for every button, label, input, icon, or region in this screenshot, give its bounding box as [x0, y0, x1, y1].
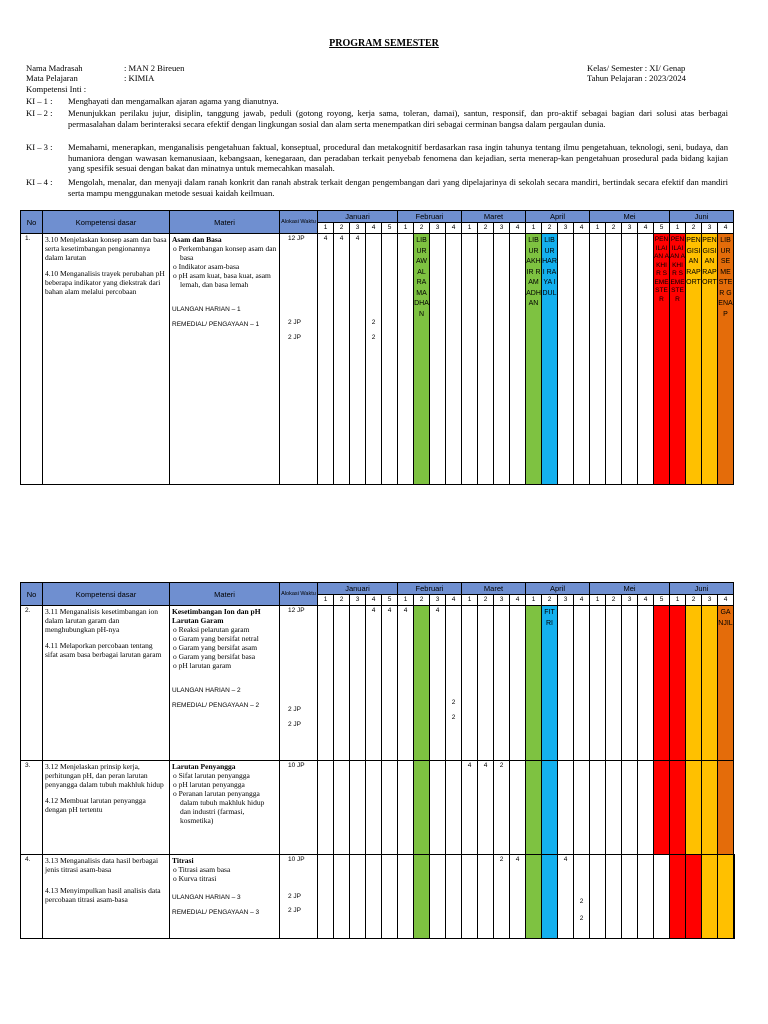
- kelas-semester: Kelas/ Semester : XI/ Genap: [587, 63, 686, 73]
- week-cell: [382, 234, 398, 485]
- week-header: 2: [542, 595, 558, 606]
- penilaian-akhir-semester: PENILAIAN AKHIR SEMESTER: [670, 234, 686, 485]
- week-header: 4: [574, 595, 590, 606]
- green-week-cell: [526, 761, 542, 855]
- ki-text: Memahami, menerapkan, menganalisis pengetahuan faktual, konseptual, procedural dan metakognitif berdasarkan rasa ingin tahunya tentang ilmu pengetahuan, teknologi, seni, budaya, dan humaniora dengan wawasan kemanusiaan, kebangsaan, kenegaraan, dan peradaban terkait penyebab fenomena dan kejadian, serta menerap-kan pengetahuan prosedural pada bidang kajian yang spesifik sesuai dengan bakat dan minatnya untuk memecahkan masalah.: [68, 142, 728, 173]
- alokasi-value: 10 JP: [288, 856, 305, 863]
- week-cell: [334, 761, 350, 855]
- week-value: 4: [350, 234, 366, 485]
- col-materi: Materi: [170, 583, 280, 606]
- week-cell: [382, 855, 398, 939]
- materi-item: o Indikator asam-basa: [173, 262, 240, 271]
- week-cell: [622, 761, 638, 855]
- col-kd: Kompetensi dasar: [43, 583, 170, 606]
- month-april: April: [526, 583, 590, 595]
- tahun-pelajaran: Tahun Pelajaran : 2023/2024: [587, 73, 686, 83]
- week-header: 1: [526, 595, 542, 606]
- week-header: 3: [350, 595, 366, 606]
- week-header: 1: [590, 223, 606, 234]
- yellow-week-cell: [702, 855, 718, 939]
- week-value: 4: [558, 855, 574, 939]
- kd-3: 3.13 Menganalisis data hasil berbagai jenis titrasi asam-basa: [45, 856, 159, 874]
- week-header: 5: [382, 595, 398, 606]
- week-header: 2: [606, 223, 622, 234]
- materi-item: o Perkembangan konsep asam dan basa: [173, 244, 277, 262]
- rem-value: 2: [371, 334, 376, 341]
- page-title: PROGRAM SEMESTER: [329, 38, 439, 49]
- uh-jp: 2 JP: [288, 319, 302, 326]
- rem-value: 2: [451, 714, 456, 721]
- week-cell: [350, 761, 366, 855]
- week-header: 3: [622, 223, 638, 234]
- col-materi: Materi: [170, 211, 280, 234]
- month-januari: Januari: [318, 583, 398, 595]
- week-cell: [638, 606, 654, 761]
- materi-cell: [170, 606, 280, 761]
- week-cell: [622, 855, 638, 939]
- week-cell: [430, 761, 446, 855]
- week-header: 3: [702, 223, 718, 234]
- month-januari: Januari: [318, 211, 398, 223]
- kd-4: 4.13 Menyimpulkan hasil analisis data percobaan titrasi asam-basa: [45, 886, 161, 904]
- week-header: 1: [590, 595, 606, 606]
- week-cell: [350, 606, 366, 761]
- red-week-cell: [670, 761, 686, 855]
- week-header: 4: [446, 595, 462, 606]
- mapel-label: Mata Pelajaran: [26, 73, 78, 83]
- week-header: 4: [366, 595, 382, 606]
- week-header: 1: [462, 595, 478, 606]
- week-cell: [350, 855, 366, 939]
- week-cell: [334, 606, 350, 761]
- materi-item: o Peranan larutan penyangga dalam tubuh makhluk hidup dan industri (farmasi, kosmetika): [173, 789, 265, 825]
- rem-jp: 2 JP: [288, 907, 302, 914]
- week-header: 4: [446, 223, 462, 234]
- week-header: 2: [334, 223, 350, 234]
- libur-hari-raya-idul: LIBUR HARI RAYA IDUL: [542, 234, 558, 485]
- week-header: 2: [414, 595, 430, 606]
- month-juni: Juni: [670, 211, 734, 223]
- week-cell: [574, 761, 590, 855]
- week-cell: [558, 606, 574, 761]
- kd-cell: [43, 761, 170, 855]
- week-cell: [382, 761, 398, 855]
- nama-madrasah-label: Nama Madrasah: [26, 63, 83, 73]
- week-value: 2: [494, 761, 510, 855]
- col-no: No: [21, 583, 43, 606]
- week-header: 2: [686, 223, 702, 234]
- week-cell: [446, 234, 462, 485]
- week-header: 5: [654, 595, 670, 606]
- week-cell: [622, 234, 638, 485]
- week-header: 4: [510, 595, 526, 606]
- uh-value: 2: [371, 319, 376, 326]
- uh-jp: 2 JP: [288, 893, 302, 900]
- materi-item: o Garam yang bersifat asam: [173, 643, 258, 652]
- week-cell: [494, 606, 510, 761]
- ki-text: Menghayati dan mengamalkan ajaran agama yang dianutnya.: [68, 96, 279, 106]
- week-header: 4: [574, 223, 590, 234]
- week-value: 4: [430, 606, 446, 761]
- ganjil-label: GANJIL: [718, 606, 734, 761]
- ulangan-harian: ULANGAN HARIAN – 1: [172, 306, 241, 313]
- week-header: 1: [318, 595, 334, 606]
- week-cell: [574, 606, 590, 761]
- materi-cell: [170, 234, 280, 485]
- week-cell: [574, 234, 590, 485]
- week-cell: [462, 234, 478, 485]
- ki-text: Mengolah, menalar, dan menyaji dalam ranah konkrit dan ranah abstrak terkait dengan pengembangan dari yang dipelajarinya di sekolah secara mandiri, bertindak secara efektif dan mandiri serta mampu menggunakan metode sesuai kaidah keilmuan.: [68, 177, 728, 198]
- libur-semester-genap: LIBUR SEMESTER GENAP: [718, 234, 734, 485]
- week-value: 4: [334, 234, 350, 485]
- month-februari: Februari: [398, 583, 462, 595]
- kd-3: 3.10 Menjelaskan konsep asam dan basa serta kesetimbangan pengionannya dalam larutan: [45, 235, 167, 262]
- semester-table-2: [20, 582, 735, 939]
- week-cell: [606, 855, 622, 939]
- week-header: 3: [430, 223, 446, 234]
- table-row: [21, 761, 735, 855]
- week-header: 2: [606, 595, 622, 606]
- week-cell: [366, 855, 382, 939]
- week-value: 4: [462, 761, 478, 855]
- week-header: 4: [366, 223, 382, 234]
- week-header: 3: [558, 223, 574, 234]
- week-cell: [574, 855, 590, 939]
- blue-week-cell: [542, 761, 558, 855]
- week-cell: [318, 855, 334, 939]
- week-value: 4: [382, 606, 398, 761]
- week-header: 4: [638, 223, 654, 234]
- week-cell: [318, 761, 334, 855]
- week-header: 4: [718, 595, 734, 606]
- week-header: 1: [318, 223, 334, 234]
- month-april: April: [526, 211, 590, 223]
- week-header: 1: [670, 595, 686, 606]
- materi-item: o Kurva titrasi: [173, 874, 217, 883]
- week-header: 1: [398, 223, 414, 234]
- yellow-week-cell: [686, 606, 702, 761]
- ki-3: [26, 142, 728, 176]
- ki-label: KI – 4 :: [26, 177, 53, 187]
- week-cell: [478, 606, 494, 761]
- week-value: 4: [366, 606, 382, 761]
- materi-item: o Titrasi asam basa: [173, 865, 231, 874]
- week-cell: [622, 606, 638, 761]
- month-maret: Maret: [462, 211, 526, 223]
- green-week-cell: [526, 855, 542, 939]
- materi-item: o Garam yang bersifat basa: [173, 652, 256, 661]
- week-header: 5: [382, 223, 398, 234]
- red-week-cell: [670, 606, 686, 761]
- libur-akhir-ramadhan: LIBUR AKHIR RAMADHAN: [526, 234, 542, 485]
- kd-cell: [43, 855, 170, 939]
- kd-4: 4.11 Melaporkan percobaan tentang sifat asam basa berbagai larutan garam: [45, 641, 162, 659]
- week-cell: [430, 855, 446, 939]
- week-cell: [606, 761, 622, 855]
- week-header: 3: [350, 223, 366, 234]
- blue-week-cell: [542, 855, 558, 939]
- alokasi-value: 10 JP: [280, 761, 318, 855]
- materi-title: Larutan Penyangga: [172, 762, 236, 771]
- nama-madrasah-value: : MAN 2 Bireuen: [124, 63, 185, 73]
- semester-table-1: [20, 210, 734, 485]
- week-header: 1: [462, 223, 478, 234]
- kd-3: 3.12 Menjelaskan prinsip kerja, perhitungan pH, dan peran larutan penyangga dalam tubuh makhluk hidup: [45, 762, 164, 789]
- month-maret: Maret: [462, 583, 526, 595]
- ulangan-harian: ULANGAN HARIAN – 3: [172, 894, 241, 901]
- month-februari: Februari: [398, 211, 462, 223]
- red-week-cell: [686, 855, 702, 939]
- alokasi-value: 12 JP: [288, 607, 305, 614]
- penilaian-akhir-semester: PENILAIAN AKHIR SEMESTER: [654, 234, 670, 485]
- week-value: 4: [478, 761, 494, 855]
- fitri-label: FITRI: [542, 606, 558, 761]
- week-cell: [590, 606, 606, 761]
- materi-item: o pH larutan penyangga: [173, 780, 245, 789]
- materi-item: o Reaksi pelarutan garam: [173, 625, 250, 634]
- week-header: 2: [334, 595, 350, 606]
- yellow-week-cell: [718, 855, 734, 939]
- week-header: 1: [526, 223, 542, 234]
- week-header: 2: [686, 595, 702, 606]
- week-cell: [398, 855, 414, 939]
- rem-jp: 2 JP: [288, 334, 302, 341]
- green-week-cell: [414, 606, 430, 761]
- month-mei: Mei: [590, 583, 670, 595]
- week-cell: [366, 234, 382, 485]
- remedial-pengayaan: REMEDIAL/ PENGAYAAN – 2: [172, 702, 260, 709]
- green-week-cell: [526, 606, 542, 761]
- col-no: No: [21, 211, 43, 234]
- week-header: 2: [414, 223, 430, 234]
- green-week-cell: [414, 761, 430, 855]
- materi-item: o Garam yang bersifat netral: [173, 634, 259, 643]
- materi-cell: [170, 855, 280, 939]
- kd-cell: [43, 606, 170, 761]
- ki-label: KI – 2 :: [26, 108, 53, 118]
- week-cell: [478, 855, 494, 939]
- week-cell: [558, 234, 574, 485]
- week-value: 4: [510, 855, 526, 939]
- ki-text: Menunjukkan perilaku jujur, disiplin, tanggung jawab, peduli (gotong royong, kerja sama, toleran, damai), santun, responsif, dan pro-aktif sebagai bagian dari solusi atas berbagai permasalahan dalam berinteraksi secara efektif dengan lingkungan sosial dan alam serta menempatkan diri sebagai cerminan bangsa dalam pergaulan dunia.: [68, 108, 728, 129]
- col-alokasi: Alokasi Waktu: [280, 211, 318, 234]
- table-row: [21, 606, 735, 761]
- red-week-cell: [670, 855, 686, 939]
- yellow-week-cell: [702, 606, 718, 761]
- week-value: 2: [494, 855, 510, 939]
- ki-1: [26, 96, 728, 108]
- uh-value: 2: [579, 898, 584, 905]
- week-cell: [638, 234, 654, 485]
- week-value: 4: [318, 234, 334, 485]
- week-cell: [638, 855, 654, 939]
- week-cell: [462, 606, 478, 761]
- week-header: 2: [478, 223, 494, 234]
- week-cell: [446, 761, 462, 855]
- ulangan-harian: ULANGAN HARIAN – 2: [172, 687, 241, 694]
- week-cell: [334, 855, 350, 939]
- week-cell: [590, 761, 606, 855]
- week-cell: [638, 761, 654, 855]
- week-header: 3: [622, 595, 638, 606]
- week-header: 3: [702, 595, 718, 606]
- uh-value: 2: [451, 699, 456, 706]
- rem-value: 2: [579, 915, 584, 922]
- materi-item: o pH asam kuat, basa kuat, asam lemah, dan basa lemah: [173, 271, 271, 289]
- month-mei: Mei: [590, 211, 670, 223]
- week-cell: [462, 855, 478, 939]
- materi-title: Kesetimbangan Ion dan pH Larutan Garam: [172, 607, 261, 625]
- week-cell: [606, 234, 622, 485]
- row-number: 4.: [21, 855, 43, 939]
- week-cell: [318, 606, 334, 761]
- row-number: 3.: [21, 761, 43, 855]
- week-cell: [494, 234, 510, 485]
- yellow-week-cell: [686, 761, 702, 855]
- week-cell: [606, 606, 622, 761]
- materi-item: o pH larutan garam: [173, 661, 232, 670]
- kd-4: 4.10 Menganalisis trayek perubahan pH beberapa indikator yang diekstrak dari bahan alam melalui percobaan: [45, 269, 165, 296]
- alokasi-cell: [280, 855, 318, 939]
- week-cell: [430, 234, 446, 485]
- week-cell: [558, 761, 574, 855]
- week-value: 4: [398, 606, 414, 761]
- pengisian-raport: PENGISIAN RAPORT: [686, 234, 702, 485]
- materi-cell: [170, 761, 280, 855]
- kompetensi-inti-label: Kompetensi Inti :: [26, 84, 87, 94]
- yellow-week-cell: [702, 761, 718, 855]
- ki-4: [26, 177, 728, 201]
- week-cell: [446, 855, 462, 939]
- materi-title: Asam dan Basa: [172, 235, 222, 244]
- row-number: 1.: [21, 234, 43, 485]
- remedial-pengayaan: REMEDIAL/ PENGAYAAN – 3: [172, 909, 260, 916]
- col-alokasi: Alokasi Waktu: [280, 583, 318, 606]
- table-row: [21, 234, 734, 485]
- mapel-value: : KIMIA: [124, 73, 155, 83]
- libur-awal-ramadhan: LIBUR AWAL RAMADHAN: [414, 234, 430, 485]
- kd-3: 3.11 Menganalisis kesetimbangan ion dalam larutan garam dan menghubungkan pH-nya: [45, 607, 159, 634]
- kd-4: 4.12 Membuat larutan penyangga dengan pH tertentu: [45, 796, 146, 814]
- ki-label: KI – 3 :: [26, 142, 53, 152]
- week-header: 4: [638, 595, 654, 606]
- week-cell: [478, 234, 494, 485]
- month-juni: Juni: [670, 583, 734, 595]
- week-header: 5: [654, 223, 670, 234]
- week-header: 2: [542, 223, 558, 234]
- week-header: 3: [430, 595, 446, 606]
- week-header: 3: [494, 595, 510, 606]
- green-week-cell: [414, 855, 430, 939]
- week-header: 1: [398, 595, 414, 606]
- alokasi-value: 12 JP: [288, 235, 305, 242]
- uh-jp: 2 JP: [288, 706, 302, 713]
- week-header: 1: [670, 223, 686, 234]
- alokasi-cell: [280, 606, 318, 761]
- orange-week-cell: [718, 761, 734, 855]
- rem-jp: 2 JP: [288, 721, 302, 728]
- week-header: 4: [718, 223, 734, 234]
- week-cell: [366, 761, 382, 855]
- week-cell: [590, 234, 606, 485]
- orange-week-cell: [734, 855, 735, 939]
- week-cell: [510, 761, 526, 855]
- week-cell: [446, 606, 462, 761]
- alokasi-cell: [280, 234, 318, 485]
- pengisian-raport: PENGISIAN RAPORT: [702, 234, 718, 485]
- week-header: 3: [558, 595, 574, 606]
- week-cell: [590, 855, 606, 939]
- materi-title: Titrasi: [172, 856, 194, 865]
- week-cell: [654, 855, 670, 939]
- remedial-pengayaan: REMEDIAL/ PENGAYAAN – 1: [172, 321, 260, 328]
- red-week-cell: [654, 606, 670, 761]
- week-cell: [398, 234, 414, 485]
- week-cell: [510, 234, 526, 485]
- ki-label: KI – 1 :: [26, 96, 53, 106]
- week-header: 4: [510, 223, 526, 234]
- week-header: 2: [478, 595, 494, 606]
- table-row: [21, 855, 735, 939]
- week-cell: [398, 761, 414, 855]
- kd-cell: [43, 234, 170, 485]
- red-week-cell: [654, 761, 670, 855]
- week-header: 3: [494, 223, 510, 234]
- row-number: 2.: [21, 606, 43, 761]
- col-kd: Kompetensi dasar: [43, 211, 170, 234]
- ki-2: [26, 108, 728, 142]
- materi-item: o Sifat larutan penyangga: [173, 771, 250, 780]
- week-cell: [510, 606, 526, 761]
